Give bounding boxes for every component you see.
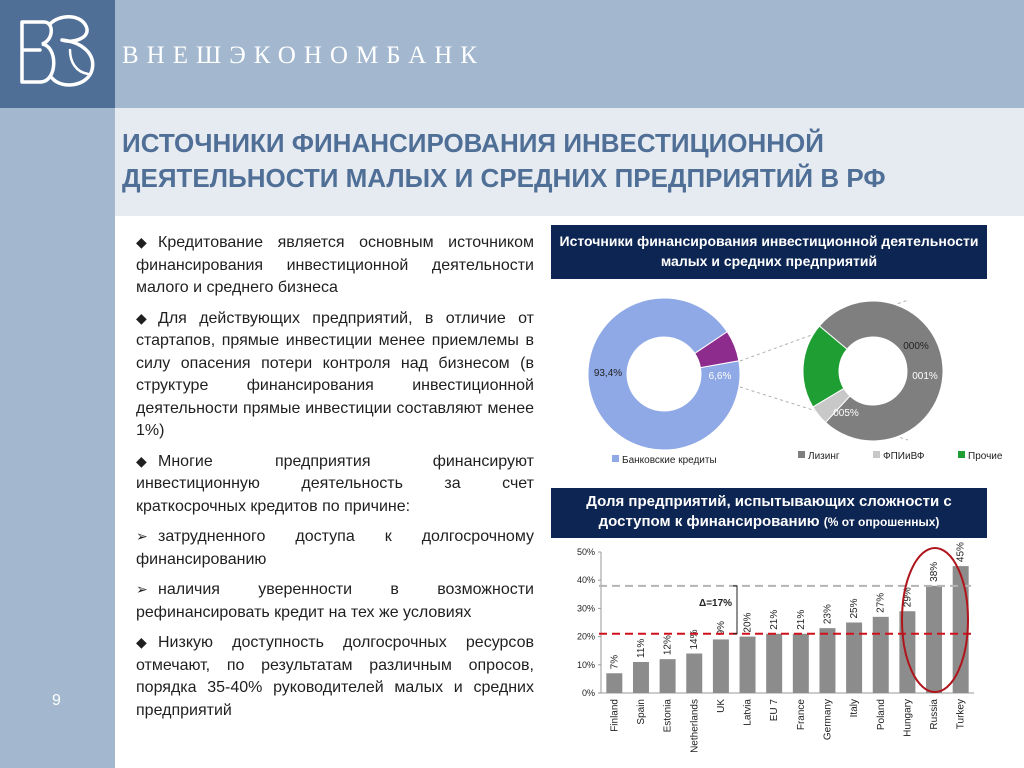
diamond-bullet-icon: ◆ [136, 309, 147, 326]
bar [686, 654, 702, 693]
difficulty-chart-title-text: Доля предприятий, испытывающих сложности с доступом к финансированию [586, 493, 952, 530]
x-tick-label: Italy [849, 699, 861, 718]
sources-chart-title: Источники финансирования инвестиционной деятельности малых и средних предприятий [551, 225, 987, 279]
bar-value-label: 9% [715, 620, 727, 636]
bar [740, 637, 756, 693]
x-tick-label: Netherlands [689, 699, 701, 753]
bar-value-label: 27% [875, 592, 887, 613]
bar-value-label: 29% [902, 587, 914, 608]
bullet-text: наличия уверенности в возможности рефинансировать кредит на тех же условиях [136, 581, 534, 621]
bar [873, 617, 889, 693]
x-tick-label: Germany [822, 699, 834, 741]
bar-value-label: 14% [689, 629, 701, 650]
bar-value-label: 7% [609, 654, 621, 670]
difficulty-chart-subtitle: (% от опрошенных) [823, 515, 940, 529]
bank-donut-slice-label: 6,6% [708, 371, 732, 382]
diamond-bullet-icon: ◆ [136, 234, 147, 250]
bar-value-label: 25% [849, 598, 861, 619]
diamond-bullet-icon: ◆ [136, 634, 147, 650]
y-tick-label: 30% [576, 603, 595, 614]
legend-swatch [798, 451, 805, 458]
legend-label: ФПИиВФ [883, 451, 925, 462]
x-tick-label: Russia [929, 699, 941, 730]
bar [766, 634, 782, 693]
bullet-text: Низкую доступность долгосрочных ресурсов отмечают, по результатам различным опросов, порядка 35-40% руководителей малых и средних предприятий [136, 634, 534, 719]
bar [793, 634, 809, 693]
title-line-1: ИСТОЧНИКИ ФИНАНСИРОВАНИЯ ИНВЕСТИЦИОННОЙ [122, 128, 824, 158]
legend-label: Банковские кредиты [622, 455, 717, 466]
legend-swatch [612, 455, 619, 462]
bank-name: ВНЕШЭКОНОМБАНК [122, 42, 485, 69]
arrow-bullet-icon: ➢ [136, 528, 148, 544]
bullet-text: Для действующих предприятий, в отличие от стартапов, прямые инвестиции менее приемлемы в силу опасения потери контроля над бизнесом (в структуре финансирования инвестиционной деятельности прямые инвестиции составляют менее 1%) [136, 309, 534, 439]
legend-swatch [873, 451, 880, 458]
bar [819, 628, 835, 693]
bullet-text: Кредитование является основным источником финансирования инвестиционной деятельности малого и среднего бизнеса [136, 234, 534, 296]
x-tick-label: France [795, 699, 807, 731]
bar [606, 673, 622, 693]
title-line-2: ДЕЯТЕЛЬНОСТИ МАЛЫХ И СРЕДНИХ ПРЕДПРИЯТИЙ В РФ [122, 163, 886, 193]
leasing-donut-slice-label: 001% [912, 371, 938, 382]
diamond-bullet-icon: ◆ [136, 452, 147, 469]
bar [633, 662, 649, 693]
bullet-text: Многие предприятия финансируют инвестиционную деятельность за счет краткосрочных кредитов по причине: [136, 452, 534, 515]
arrow-bullet-icon: ➢ [136, 581, 148, 597]
x-tick-label: EU 7 [769, 699, 781, 722]
y-tick-label: 0% [581, 688, 595, 698]
legend-label: Лизинг [808, 451, 840, 462]
x-tick-label: UK [715, 699, 727, 713]
y-tick-label: 20% [576, 631, 595, 642]
bank-donut-slice-label: 93,4% [593, 368, 623, 379]
bar-value-label: 45% [955, 542, 967, 563]
bullet-text: затрудненного доступа к долгосрочному финансированию [136, 528, 534, 568]
bar-value-label: 38% [929, 561, 941, 582]
x-tick-label: Turkey [955, 699, 967, 730]
page-number: 9 [52, 692, 61, 709]
bar-value-label: 20% [742, 612, 754, 633]
legend-label: Прочие [968, 451, 1003, 462]
x-tick-label: Estonia [662, 699, 674, 733]
x-tick-label: Poland [875, 699, 887, 731]
x-tick-label: Hungary [902, 699, 914, 737]
y-tick-label: 40% [576, 575, 595, 586]
leasing-donut-slice-label: 000% [903, 341, 929, 352]
bar-value-label: 21% [795, 609, 807, 630]
y-tick-label: 10% [576, 659, 595, 670]
bar-value-label: 11% [635, 638, 647, 658]
y-tick-label: 50% [576, 547, 595, 557]
bar-value-label: 21% [769, 609, 781, 630]
bar [713, 639, 729, 693]
x-tick-label: Finland [609, 699, 621, 732]
leasing-donut-slice-label: 005% [833, 408, 859, 419]
legend-swatch [958, 451, 965, 458]
x-tick-label: Spain [635, 699, 647, 725]
bar [660, 659, 676, 693]
bar [926, 586, 942, 693]
bar-value-label: 23% [822, 604, 834, 625]
x-tick-label: Latvia [742, 699, 754, 726]
bar-value-label: 12% [662, 635, 674, 656]
delta-label: Δ=17% [699, 597, 733, 609]
delta-bracket [733, 586, 737, 634]
